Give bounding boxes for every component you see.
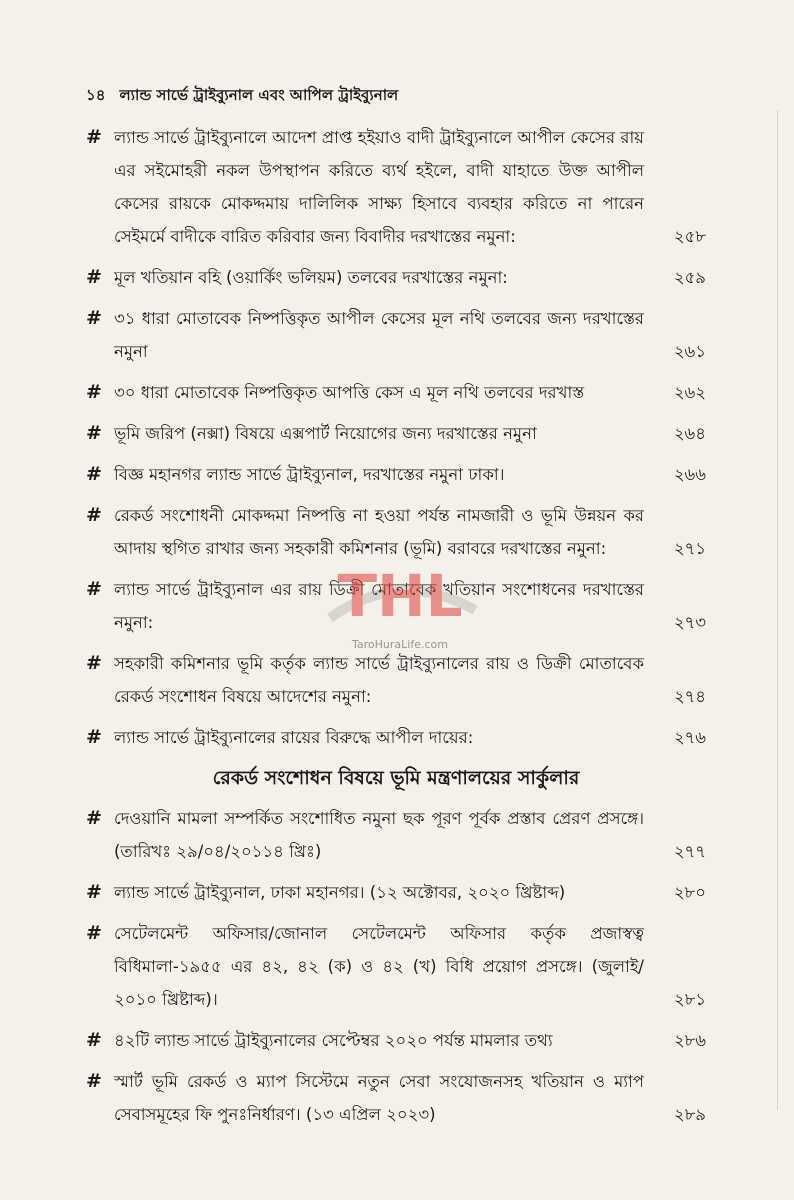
- entry-page-number: ২৫৯: [673, 268, 706, 287]
- contents-entry: [86, 302, 706, 368]
- entry-title: রেকর্ড সংশোধনী মোকদ্দমা নিষ্পত্তি না হওয়া পর্যন্ত নামজারী ও ভূমি উন্নয়ন কর আদায় স্থগিত রাখার জন্য সহকারী কমিশনার (ভূমি) বরাবরে দরখাস্তের নমুনা:: [114, 506, 644, 558]
- entry-title: ল্যান্ড সার্ভে ট্রাইব্যুনাল, ঢাকা মহানগর। (১২ অক্টোবর, ২০২০ খ্রিষ্টাব্দ): [114, 883, 566, 902]
- entry-hash-mark: #: [86, 652, 102, 674]
- running-head-title: ল্যান্ড সার্ভে ট্রাইব্যুনাল এবং আপিল ট্রাইব্যুনাল: [119, 86, 399, 104]
- contents-entry: [86, 499, 706, 565]
- entry-title: ভূমি জরিপ (নক্সা) বিষয়ে এক্সপার্ট নিয়োগের জন্য দরখাস্তের নমুনা: [114, 424, 537, 443]
- entry-title: মূল খতিয়ান বহি (ওয়ার্কিং ভলিয়ম) তলবের দরখাস্তের নমুনা:: [114, 268, 508, 287]
- contents-list-b: [86, 802, 706, 1131]
- entry-title: ৩০ ধারা মোতাবেক নিষ্পত্তিকৃত আপত্তি কেস এ মূল নথি তলবের দরখাস্ত: [114, 383, 585, 402]
- contents-entry: [86, 721, 706, 754]
- entry-page-number: ২৭৭: [673, 842, 706, 861]
- contents-entry: [86, 417, 706, 450]
- entry-hash-mark: #: [86, 422, 102, 444]
- entry-hash-mark: #: [86, 578, 102, 600]
- entry-page-number: ২৮৬: [673, 1031, 706, 1050]
- entry-hash-mark: #: [86, 504, 102, 526]
- entry-page-number: ২৬২: [673, 383, 706, 402]
- entry-title: স্মার্ট ভূমি রেকর্ড ও ম্যাপ সিস্টেমে নতুন সেবা সংযোজনসহ খতিয়ান ও ম্যাপ সেবাসমূহের ফি পুনঃনির্ধারণ। (১৩ এপ্রিল ২০২৩): [114, 1072, 644, 1124]
- entry-title: ৪২টি ল্যান্ড সার্ভে ট্রাইব্যুনালের সেপ্টেম্বর ২০২০ পর্যন্ত মামলার তথ্য: [114, 1031, 553, 1050]
- entry-title: সহকারী কমিশনার ভূমি কর্তৃক ল্যান্ড সার্ভে ট্রাইব্যুনালের রায় ও ডিক্রী মোতাবেক রেকর্ড সংশোধন বিষয়ে আদেশের নমুনা:: [114, 654, 644, 706]
- watermark-caption: TaroHuraLife.com: [352, 638, 448, 651]
- entry-page-number: ২৮০: [673, 883, 706, 902]
- entry-title: বিজ্ঞ মহানগর ল্যান্ড সার্ভে ট্রাইব্যুনাল, দরখাস্তের নমুনা ঢাকা।: [114, 465, 505, 484]
- entry-page-number: ২৫৮: [673, 227, 706, 246]
- entry-page-number: ২৭৩: [673, 613, 706, 632]
- contents-entry: [86, 458, 706, 491]
- entry-page-number: ২৭৬: [673, 728, 706, 747]
- page-gutter-line: [777, 110, 778, 1110]
- section-heading: রেকর্ড সংশোধন বিষয়ে ভূমি মন্ত্রণালয়ের সার্কুলার: [212, 767, 580, 789]
- entry-hash-mark: #: [86, 266, 102, 288]
- entry-page-number: ২৬৪: [673, 424, 706, 443]
- entry-hash-mark: #: [86, 1070, 102, 1092]
- entry-hash-mark: #: [86, 726, 102, 748]
- page-number: ১৪: [86, 86, 106, 104]
- contents-entry: [86, 121, 706, 253]
- entry-title: দেওয়ানি মামলা সম্পর্কিত সংশোধিত নমুনা ছক পূরণ পূর্বক প্রস্তাব প্রেরণ প্রসঙ্গে। (তারিখঃ ২৯/০৪/২০১১৪ খ্রিঃ): [114, 809, 644, 861]
- entry-title: ল্যান্ড সার্ভে ট্রাইব্যুনালে আদেশ প্রাপ্ত হইয়াও বাদী ট্রাইব্যুনালে আপীল কেসের রায় এর সইমোহরী নকল উপস্থাপন করিতে ব্যর্থ হইলে, বাদী যাহাতে উক্ত আপীল কেসের রায়কে মোকদ্দমায় দালিলিক সাক্ষ্য হিসাবে ব্যবহার করিতে না পারেন সেইমর্মে বাদীকে বারিত করিবার জন্য বিবাদীর দরখাস্তের নমুনা:: [114, 128, 644, 246]
- entry-hash-mark: #: [86, 1029, 102, 1051]
- entry-hash-mark: #: [86, 807, 102, 829]
- entry-hash-mark: #: [86, 381, 102, 403]
- contents-entry: [86, 261, 706, 294]
- entry-hash-mark: #: [86, 463, 102, 485]
- contents-entry: [86, 647, 706, 713]
- contents-entry: [86, 802, 706, 868]
- entry-hash-mark: #: [86, 307, 102, 329]
- contents-entry: [86, 573, 706, 639]
- contents-entry: [86, 376, 706, 409]
- watermark-logo-text: THL: [337, 562, 463, 630]
- entry-hash-mark: #: [86, 126, 102, 148]
- entry-page-number: ২৬১: [673, 342, 706, 361]
- entry-page-number: ২৬৬: [673, 465, 706, 484]
- entry-page-number: ২৮১: [673, 990, 706, 1009]
- entry-page-number: ২৭৪: [673, 687, 706, 706]
- contents-entry: [86, 1065, 706, 1131]
- entry-page-number: ২৮৯: [673, 1105, 706, 1124]
- entry-hash-mark: #: [86, 922, 102, 944]
- contents-entry: [86, 876, 706, 909]
- contents-entry: [86, 917, 706, 1016]
- entry-title: ল্যান্ড সার্ভে ট্রাইব্যুনাল এর রায় ডিক্রী মোতাবেক খতিয়ান সংশোধনের দরখাস্তের নমুনা:: [114, 580, 644, 632]
- entry-page-number: ২৭১: [673, 539, 706, 558]
- contents-list-a: [86, 121, 706, 754]
- entry-hash-mark: #: [86, 881, 102, 903]
- entry-title: ল্যান্ড সার্ভে ট্রাইব্যুনালের রায়ের বিরুদ্ধে আপীল দায়ের:: [114, 728, 474, 747]
- entry-title: সেটেলমেন্ট অফিসার/জোনাল সেটেলমেন্ট অফিসার কর্তৃক প্রজাস্বত্ব বিধিমালা-১৯৫৫ এর ৪২, ৪২ (ক) ও ৪২ (খ) বিধি প্রয়োগ প্রসঙ্গে। (জুলাই/২০১০ খ্রিষ্টাব্দ)।: [114, 924, 644, 1009]
- running-head: [86, 84, 706, 109]
- entry-title: ৩১ ধারা মোতাবেক নিষ্পত্তিকৃত আপীল কেসের মূল নথি তলবের জন্য দরখাস্তের নমুনা: [114, 309, 644, 361]
- contents-entry: [86, 1024, 706, 1057]
